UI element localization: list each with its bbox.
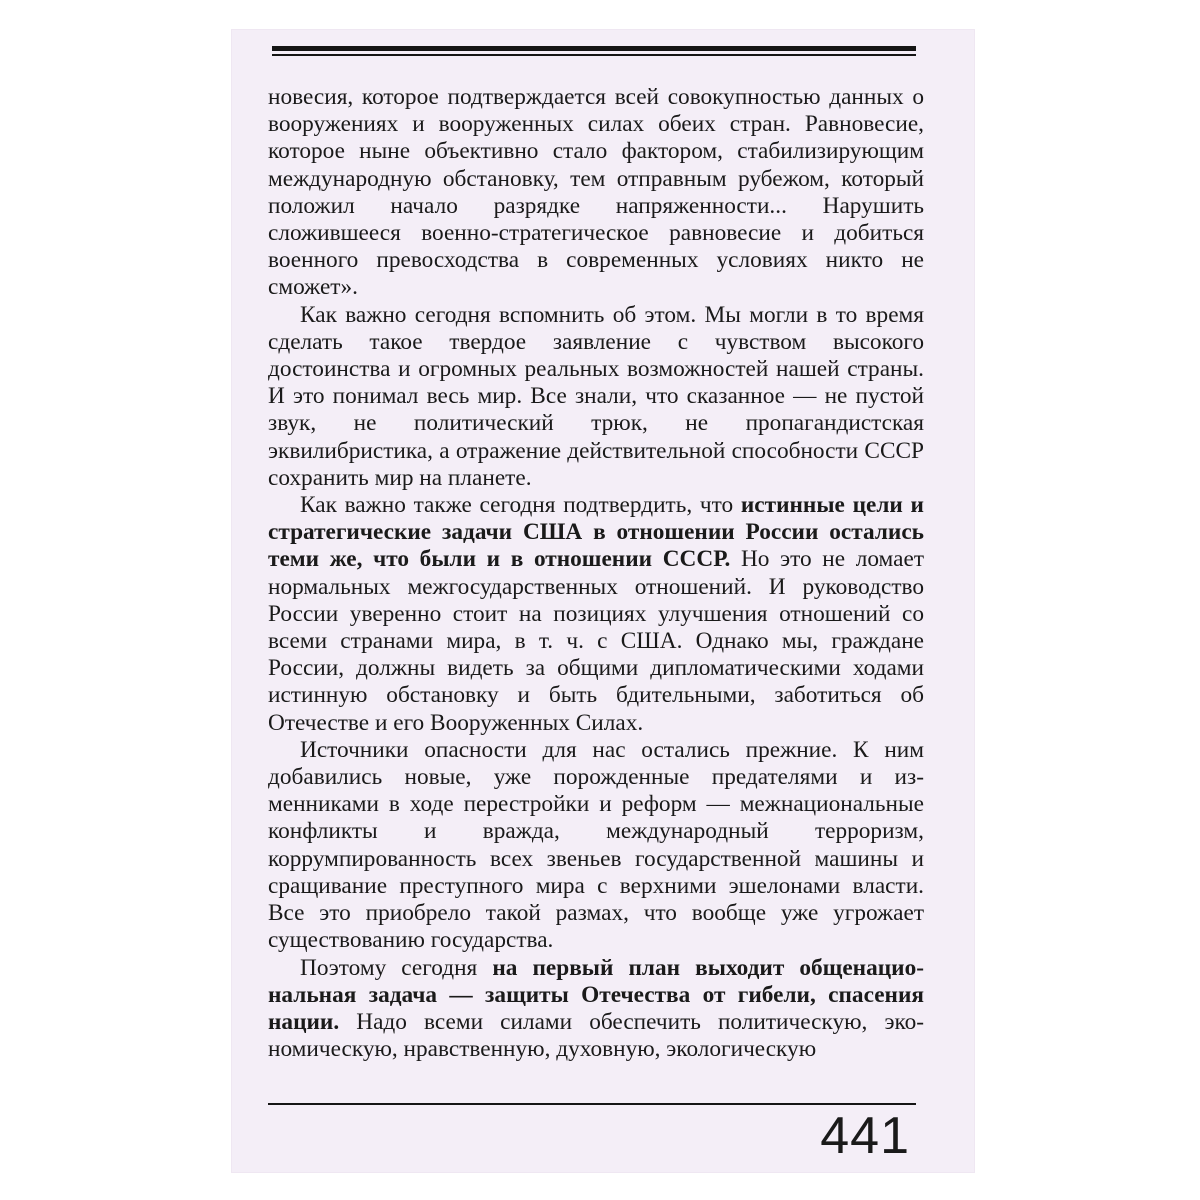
paragraph-5-text-a: Поэтому сегодня — [300, 954, 493, 981]
paragraph-3-text-a: Как важно также сегодня подтвердить, что — [300, 492, 741, 519]
paragraph-3-text-b: Но это не ломает нормальных межгосударственных отношений. И руководство России уверенно стоит на позициях улучшения отношений со всеми странами мира, в т. ч. с США. Однако мы, граждане России, должны видеть за общими дипломатическими ходами истинную обстановку и быть бдительными, заботиться об Отечестве и его Вооруженных Силах. — [268, 546, 924, 736]
paragraph-2 — [268, 302, 924, 492]
paragraph-5-bold: на первый план выходит общенациональная задача — защиты Отечества от гибели, спасения нации. — [268, 954, 924, 1035]
paragraph-5-text-b: Надо всеми силами обеспечить политическую, экономическую, нравственную, духовную, экологическую — [268, 1008, 924, 1063]
page-number: 441 — [820, 1107, 910, 1165]
book-page — [232, 30, 974, 1172]
paragraph-4-text: Источники опасности для нас остались прежние. К ним добавились новые, уже порожденные предателями и изменниками в ходе перестройки и реформ — межнациональные конфликты и вражда, международный терроризм, коррумпированность всех звеньев государственной машины и сращивание преступного мира с верхними эшелонами власти. Все это приобрело такой размах, что вообще уже угрожает существованию государства. — [268, 736, 924, 954]
header-rule-thick — [272, 46, 916, 51]
body-text — [268, 84, 924, 1064]
paragraph-1-text: новесия, которое подтверждается всей совокупностью данных о вооружениях и вооруженных силах обеих стран. Равновесие, которое ныне объективно стало фактором, стабилизирующим международную обстановку, тем отправным рубежом, который положил начало разрядке напряженности... Нарушить сложившееся военно-стратегическое равновесие и добиться военного превосходства в современных условиях никто не сможет». — [268, 84, 924, 301]
paragraph-3-bold: истинные цели и стратегические задачи США в отношении России остались теми же, что были и в отношении СССР. — [268, 492, 924, 573]
header-rule-thin — [272, 54, 916, 56]
paragraph-3 — [268, 492, 924, 737]
paragraph-4 — [268, 737, 924, 955]
paragraph-1 — [268, 84, 924, 302]
paragraph-2-text: Как важно сегодня вспомнить об этом. Мы могли в то время сделать такое твердое заявление с чувством высокого достоинства и огромных реальных возможностей нашей страны. И это понимал весь мир. Все знали, что сказанное — не пустой звук, не политический трюк, не пропагандистская эквилибристика, а отражение действительной способности СССР сохранить мир на планете. — [268, 301, 924, 491]
paragraph-5 — [268, 955, 924, 1064]
footer-rule — [268, 1103, 916, 1105]
